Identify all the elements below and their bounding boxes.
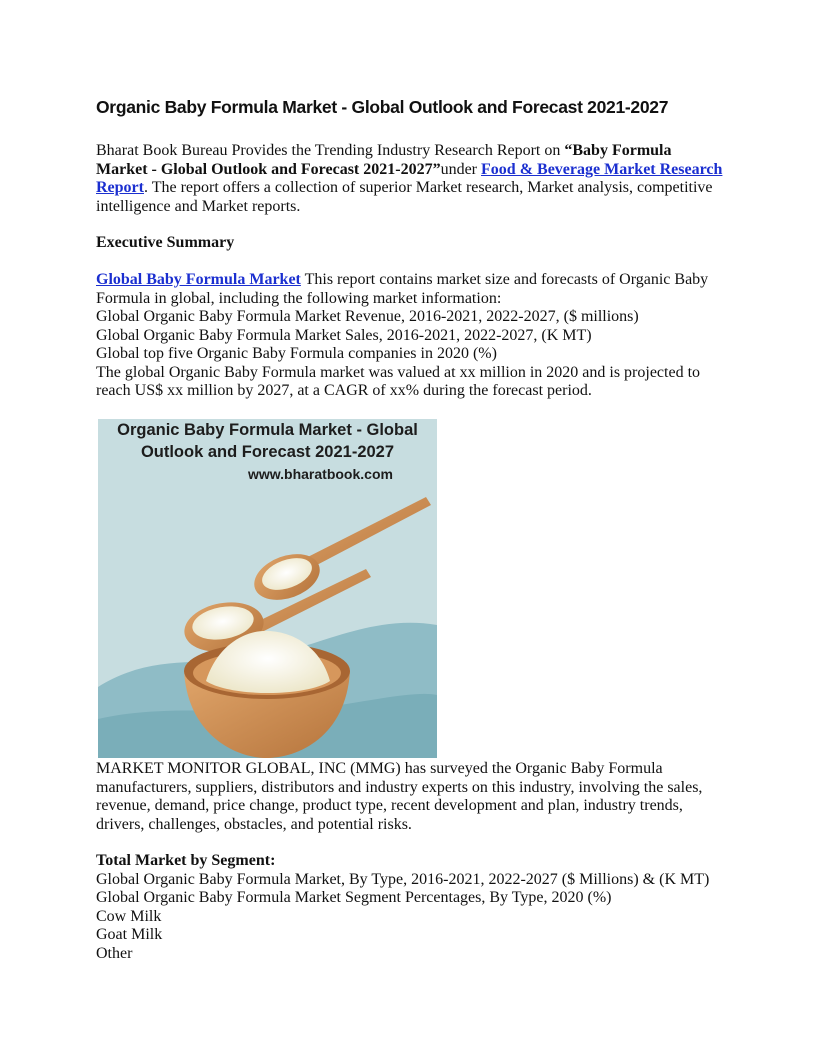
intro-lead: Bharat Book Bureau Provides the Trending Industry Research Report on xyxy=(96,142,565,159)
summary-lead-paragraph xyxy=(96,271,726,308)
intro-under: under xyxy=(440,160,482,178)
segment-line: Global Organic Baby Formula Market, By Type, 2016-2021, 2022-2027 ($ Millions) & (K MT) xyxy=(96,870,710,888)
segment-section xyxy=(96,852,726,963)
report-cover-image xyxy=(98,419,437,758)
executive-summary-heading: Executive Summary xyxy=(96,234,235,251)
summary-line: Global Organic Baby Formula Market Revenue, 2016-2021, 2022-2027, ($ millions) xyxy=(96,308,639,325)
segment-type-item: Goat Milk xyxy=(96,926,163,943)
segment-line: Global Organic Baby Formula Market Segment Percentages, By Type, 2020 (%) xyxy=(96,889,612,906)
global-baby-formula-link[interactable]: Global Baby Formula Market xyxy=(96,271,301,288)
mmg-paragraph: MARKET MONITOR GLOBAL, INC (MMG) has surveyed the Organic Baby Formula manufacturers, suppliers, distributors and industry experts on this industry, involving the sales, revenue, demand, price change, product type, recent development and plan, industry trends, drivers, challenges, obstacles, and potential risks. xyxy=(96,760,703,833)
figure-title-line2: Outlook and Forecast 2021-2027 xyxy=(140,443,395,461)
summary-line: Global Organic Baby Formula Market Sales, 2016-2021, 2022-2027, (K MT) xyxy=(96,326,592,344)
summary-closing: The global Organic Baby Formula market was valued at xx million in 2020 and is projected to reach US$ xx million by 2027, at a CAGR of xx% during the forecast period. xyxy=(96,363,701,399)
intro-paragraph xyxy=(96,142,726,216)
page-title: Organic Baby Formula Market - Global Outlook and Forecast 2021-2027 xyxy=(96,97,669,117)
intro-tail: . The report offers a collection of superior Market research, Market analysis, competitive intelligence and Market reports. xyxy=(96,179,713,215)
summary-line: Global top five Organic Baby Formula companies in 2020 (%) xyxy=(96,345,497,362)
summary-section xyxy=(96,271,726,401)
figure-url: www.bharatbook.com xyxy=(248,466,393,482)
figure-title-line1: Organic Baby Formula Market - Global xyxy=(117,421,418,439)
segment-heading: Total Market by Segment: xyxy=(96,852,276,869)
segment-type-item: Other xyxy=(96,944,133,962)
segment-type-item: Cow Milk xyxy=(96,907,162,925)
summary-lead: This report contains market size and forecasts of Organic Baby Formula in global, including the following market information: xyxy=(96,271,709,307)
food-beverage-report-link[interactable]: Food & Beverage Market Research Report xyxy=(96,160,723,196)
report-name: “Baby Formula Market - Global Outlook and Forecast 2021-2027” xyxy=(96,142,672,178)
